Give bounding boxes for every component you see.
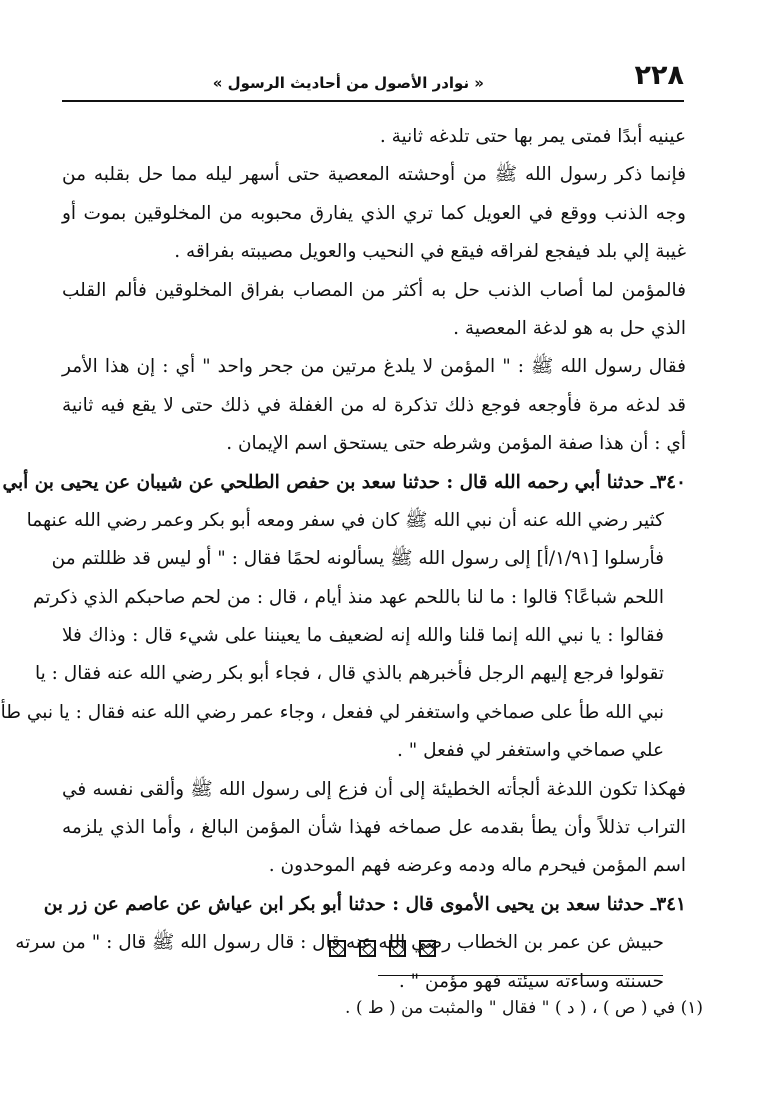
- footnote-ref-line: [62, 617, 686, 655]
- text-line: فهكذا تكون اللدغة ألجأته الخطيئة إلى أن فزع إلى رسول الله ﷺ وألقى نفسه في: [62, 778, 686, 800]
- ornament-icon: [359, 940, 376, 957]
- running-title: « نوادر الأصول من أحاديث الرسول »: [212, 74, 484, 92]
- body-text: [0, 118, 686, 1001]
- text-line: حبيش عن عمر بن الخطاب رضي الله عنه قال : قال رسول الله ﷺ قال : " من سرته: [15, 932, 664, 954]
- text-line: علي صماخي واستغفر لي ففعل " .: [397, 740, 664, 762]
- page-number: ٢٢٨: [634, 60, 684, 91]
- text-line: تقولوا فرجع إليهم الرجل فأخبرهم بالذي قال ، فجاء أبو بكر رضي الله عنه فقال : يا: [35, 663, 664, 685]
- section-ornaments: [0, 940, 765, 961]
- text-line: فقالوا : يا نبي الله إنما قلنا والله إنه لضعيف ما يعيننا على شيء قال : وذاك فلا: [62, 625, 664, 647]
- text-line: نبي الله طأ على صماخي واستغفر لي ففعل ، وجاء عمر رضي الله عنه فقال : يا نبي طأ: [0, 701, 664, 723]
- text-line: حسنته وساءته سيئته فهو مؤمن " .: [398, 970, 664, 992]
- footnote-marker: (١): [680, 998, 703, 1018]
- hadith-340-line: ٣٤٠ـ حدثنا أبي رحمه الله قال : حدثنا سعد بن حفص الطلحي عن شيبان عن يحيى بن أبي: [2, 471, 686, 493]
- hadith-341-line: ٣٤١ـ حدثنا سعد بن يحيى الأموى قال : حدثنا أبو بكر ابن عياش عن عاصم عن زر بن: [43, 893, 686, 915]
- ornament-icon: [389, 940, 406, 957]
- text-line: الذي حل به هو لدغة المعصية .: [453, 317, 686, 339]
- footnote-text: في ( ص ) ، ( د ) " فقال " والمثبت من ( ط ) .: [345, 998, 676, 1018]
- text-line: فأرسلوا [١/٩١/أ] إلى رسول الله ﷺ يسألونه لحمًا فقال : " أو ليس قد ظللتم من: [51, 548, 664, 570]
- text-line: اسم المؤمن فيحرم ماله ودمه وعرضه فهم الموحدون .: [268, 855, 686, 877]
- ornament-icon: [329, 940, 346, 957]
- text-line: أي : أن هذا صفة المؤمن وشرطه حتى يستحق اسم الإيمان .: [226, 433, 686, 455]
- text-line: عينيه أبدًا فمتى يمر بها حتى تلدغه ثانية .: [379, 126, 686, 147]
- text-line: فإنما ذكر رسول الله ﷺ من أوحشته المعصية حتى أسهر ليله مما حل بقلبه من: [62, 164, 686, 186]
- text-line: اللحم شباعًا؟ قالوا : ما لنا باللحم عهد منذ أيام ، قال : من لحم صاحبكم الذي ذكرتم: [32, 586, 664, 608]
- text-line: كثير رضي الله عنه أن نبي الله ﷺ كان في سفر ومعه أبو بكر وعمر رضي الله عنهما: [26, 509, 664, 531]
- text-line: التراب تذللاً وأن يطأ بقدمه عل صماخه فهذا شأن المؤمن البالغ ، وأما الذي يلزمه: [62, 817, 686, 839]
- page-header: [62, 60, 684, 102]
- text-line: غيبة إلي بلد فيفجع لفراقه فيقع في النحيب والعويل مصيبته بفراقه .: [174, 241, 686, 263]
- footnote-divider: [378, 975, 663, 976]
- footnote: [345, 998, 703, 1018]
- text-line: وجه الذنب ووقع في العويل كما تري الذي يفارق محبوبه من المخلوقين بموت أو: [62, 202, 686, 224]
- text-line: قد لدغه مرة فأوجعه فوجع ذلك تذكرة له من الغفلة في ذلك حتى لا يقع فيه ثانية: [62, 394, 686, 416]
- text-line: فالمؤمن لما أصاب الذنب حل به أكثر من المصاب بفراق المخلوقين فألم القلب: [62, 279, 686, 301]
- text-line: فقال رسول الله ﷺ : " المؤمن لا يلدغ مرتين من جحر واحد " أي : إن هذا الأمر: [62, 356, 686, 378]
- ornament-icon: [419, 940, 436, 957]
